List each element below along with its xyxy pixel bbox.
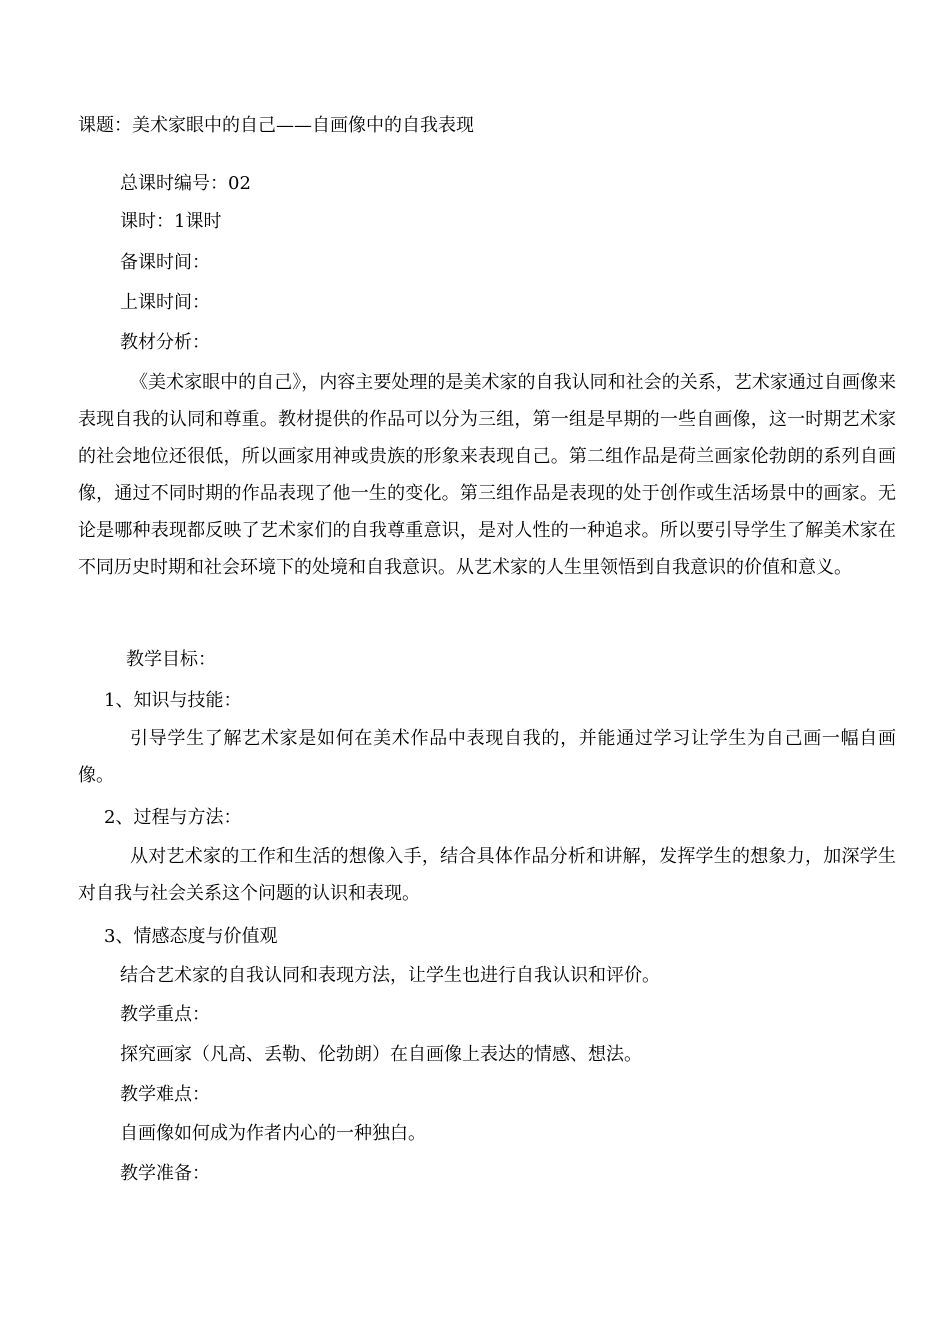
goals-heading: 教学目标： — [126, 649, 216, 670]
class-time: 上课时间： — [120, 292, 210, 313]
key-points-heading: 教学重点： — [120, 1004, 210, 1025]
key-points-body: 探究画家（凡高、丢勒、伦勃朗）在自画像上表达的情感、想法。 — [120, 1044, 642, 1065]
analysis-body: 《美术家眼中的自己》，内容主要处理的是美术家的自我认同和社会的关系，艺术家通过自画像来表现自我的认同和尊重。教材提供的作品可以分为三组，第一组是早期的一些自画像，这一时期艺术家的社会地位还很低，所以画家用神或贵族的形象来表现自己。第二组作品是荷兰画家伦勃朗的系列自画像，通过不同时期的作品表现了他一生的变化。第三组作品是表现的处于创作或生活场景中的画家。无论是哪种表现都反映了艺术家们的自我尊重意识，是对人性的一种追求。所以要引导学生了解美术家在不同历史时期和社会环境下的处境和自我意识。从艺术家的人生里领悟到自我意识的价值和意义。 — [78, 372, 896, 578]
lesson-number: 总课时编号：02 — [120, 173, 251, 194]
difficulties-heading: 教学难点： — [120, 1084, 210, 1105]
goal-2-body: 从对艺术家的工作和生活的想像入手，结合具体作品分析和讲解，发挥学生的想象力，加深学生对自我与社会关系这个问题的认识和表现。 — [78, 846, 896, 904]
goal-2-title: 2、过程与方法： — [104, 807, 242, 828]
preparation-heading: 教学准备： — [120, 1163, 210, 1184]
prep-time: 备课时间： — [120, 252, 210, 273]
analysis-heading: 教材分析： — [120, 332, 210, 353]
difficulties-body: 自画像如何成为作者内心的一种独白。 — [120, 1123, 426, 1144]
goal-1-body: 引导学生了解艺术家是如何在美术作品中表现自我的，并能通过学习让学生为自己画一幅自画像。 — [78, 728, 896, 786]
lesson-hours: 课时：1课时 — [120, 211, 222, 232]
lesson-title: 课题：美术家眼中的自己——自画像中的自我表现 — [78, 115, 474, 136]
goal-1-title: 1、知识与技能： — [104, 690, 242, 711]
goal-3-body: 结合艺术家的自我认同和表现方法，让学生也进行自我认识和评价。 — [120, 965, 660, 986]
goal-3-title: 3、情感态度与价值观 — [104, 926, 278, 947]
